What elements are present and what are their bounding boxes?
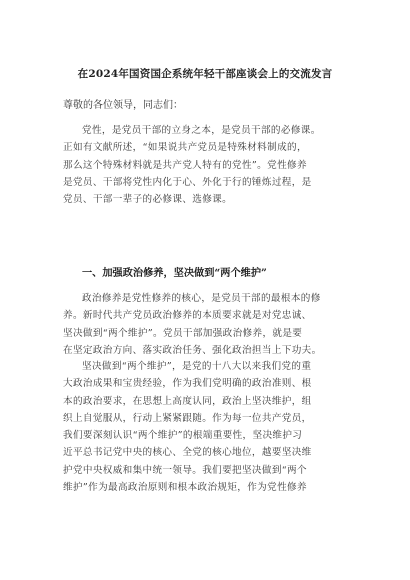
paragraph-line: 坚决做到“两个维护”。党员干部加强政治修养，就是要 xyxy=(63,327,303,339)
paragraph-line: 坚决做到“两个维护”，是党的十八大以来我们党的重 xyxy=(82,361,312,372)
paragraph-line: 近平总书记党中央的核心、全党的核心地位，越要坚决维 xyxy=(63,447,312,459)
paragraph-line: 织上自觉服从，行动上紧紧跟随。作为每一位共产党员， xyxy=(63,412,312,424)
paragraph-2 xyxy=(63,290,348,359)
paragraph-3 xyxy=(63,358,348,496)
paragraph-line: 我们要深刻认识“两个维护”的根端重要性，坚决维护习 xyxy=(63,430,303,442)
paragraph-line: 政治修养是党性修养的核心，是党员干部的最根本的修 xyxy=(82,293,321,304)
paragraph-line: 维护”作为最高政治原则和根本政治规矩，作为党性修养 xyxy=(63,482,307,494)
paragraph-line: 那么这个特殊材料就是共产党人特有的党性”。党性修养 xyxy=(63,159,307,171)
paragraph-line: 大政治成果和宝贵经验，作为我们党明确的政治准则、根 xyxy=(63,378,312,390)
paragraph-line: 党员、干部一辈子的必修课、选修课。 xyxy=(63,194,233,206)
paragraph-line: 护党中央权威和集中统一领导。我们要把坚决做到“两个 xyxy=(63,464,307,476)
document-title: 在2024年国资国企系统年轻干部座谈会上的交流发言 xyxy=(77,68,333,80)
paragraph-line: 党性，是党员干部的立身之本，是党员干部的必修课。 xyxy=(82,125,321,136)
paragraph-line: 是党员、干部将党性内化于心、外化于行的锤炼过程，是 xyxy=(63,176,312,188)
salutation: 尊敬的各位领导，同志们： xyxy=(63,100,183,111)
paragraph-line: 正如有文献所述，“如果说共产党员是特殊材料制成的， xyxy=(63,142,307,154)
paragraph-line: 在坚定政治方向、落实政治任务、强化政治担当上下功夫。 xyxy=(63,344,322,356)
paragraph-1 xyxy=(63,122,348,208)
section-heading: 一、加强政治修养，坚决做到“两个维护” xyxy=(82,267,267,279)
paragraph-line: 养。新时代共产党员政治修养的本质要求就是对党忠诚、 xyxy=(63,310,312,322)
paragraph-line: 本的政治要求，在思想上高度认同，政治上坚决维护，组 xyxy=(63,395,312,407)
